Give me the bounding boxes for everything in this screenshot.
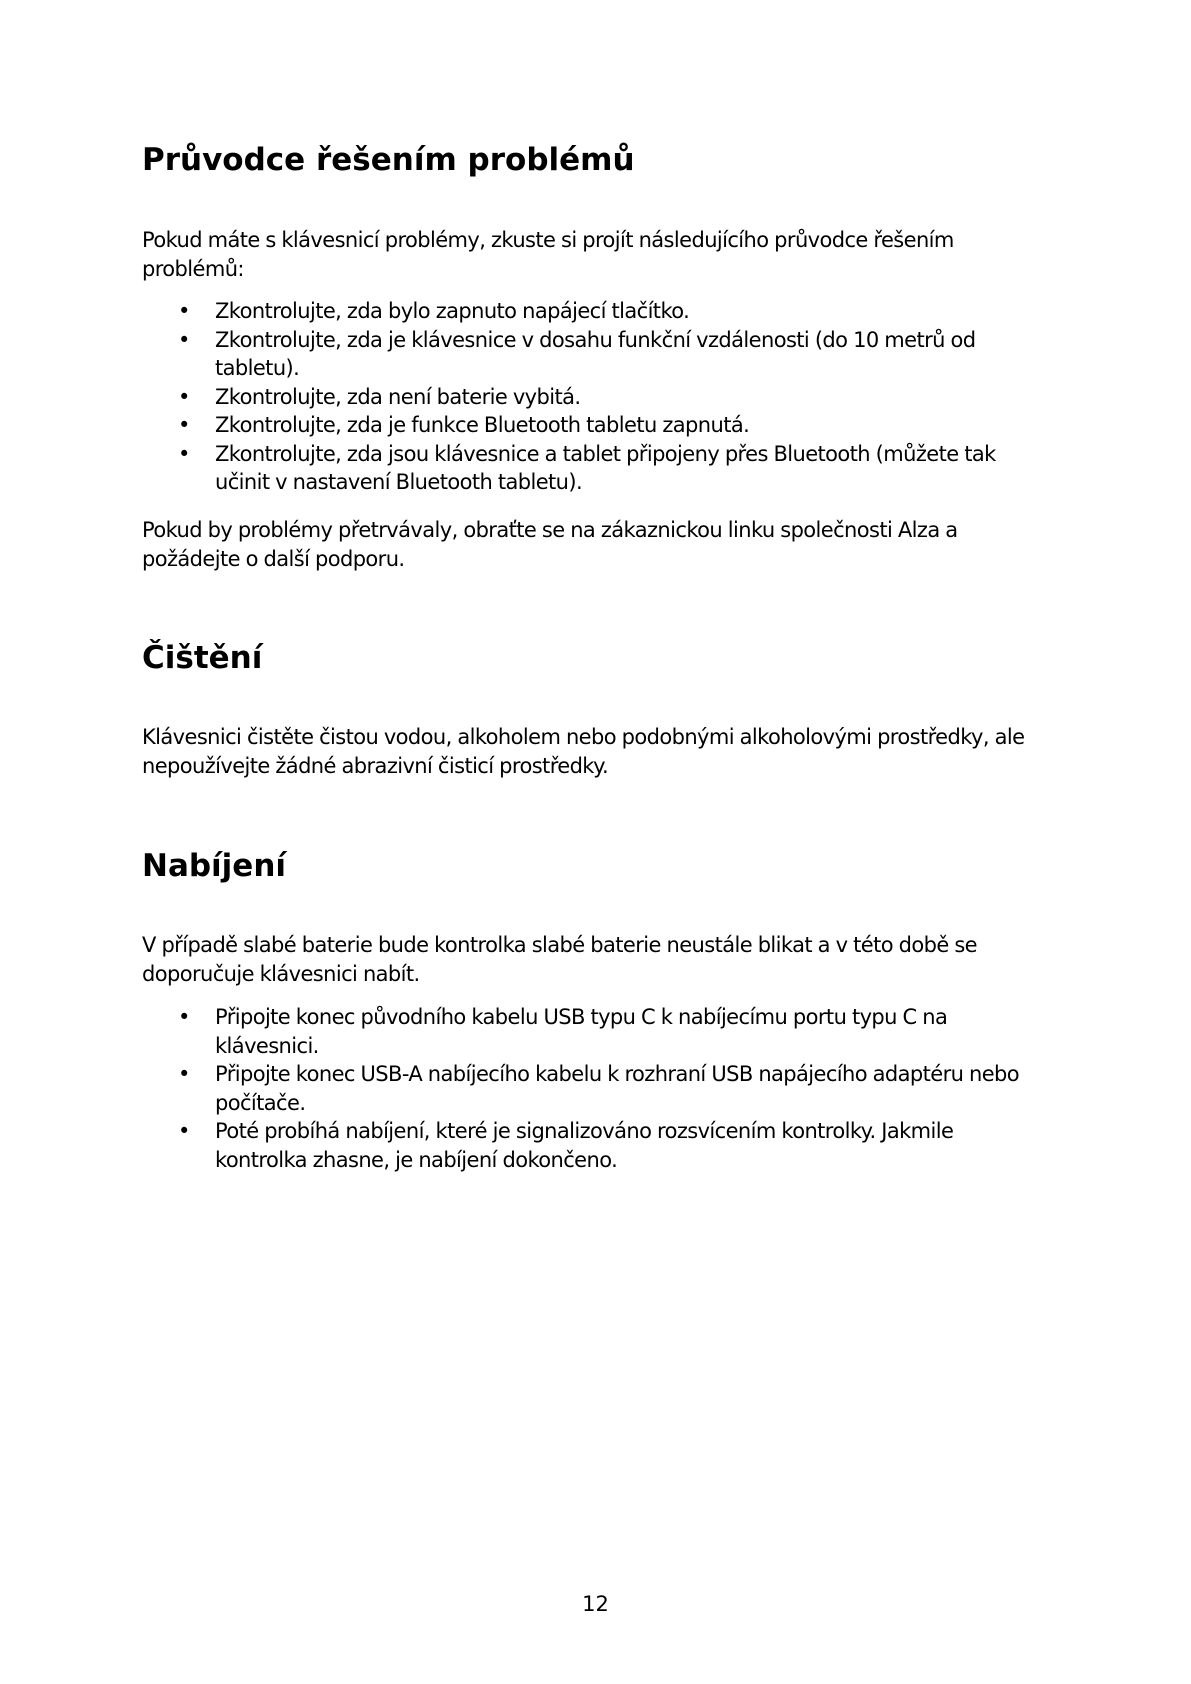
list-item (142, 297, 1047, 326)
list-item (142, 1117, 1047, 1174)
bullet-icon: • (178, 1005, 190, 1029)
bullet-icon: • (178, 441, 190, 466)
list-item (142, 383, 1047, 412)
list-item-text: Poté probíhá nabíjení, které je signalizováno rozsvícením kontrolky. Jakmile kontrolka zhasne, je nabíjení dokončeno. (215, 1119, 954, 1172)
bullet-icon: • (178, 384, 190, 409)
list-item-text: Zkontrolujte, zda bylo zapnuto napájecí tlačítko. (215, 299, 690, 323)
cleaning-heading: Čištění (142, 640, 263, 676)
list-item (142, 411, 1047, 440)
troubleshooting-heading: Průvodce řešením problémů (142, 142, 635, 178)
bullet-icon: • (178, 1119, 190, 1143)
list-item-text: Zkontrolujte, zda není baterie vybitá. (215, 384, 581, 409)
list-item-text: Zkontrolujte, zda jsou klávesnice a tablet připojeny přes Bluetooth (můžete tak učinit v nastavení Bluetooth tabletu). (215, 441, 996, 494)
list-item-text: Připojte konec původního kabelu USB typu C k nabíjecímu portu typu C na klávesnici. (215, 1005, 948, 1058)
page-number: 12 (582, 1592, 609, 1616)
list-item (142, 1060, 1047, 1117)
troubleshooting-outro: Pokud by problémy přetrvávaly, obraťte se na zákaznickou linku společnosti Alza a požádejte o další podporu. (142, 518, 958, 571)
list-item-text: Zkontrolujte, zda je klávesnice v dosahu funkční vzdálenosti (do 10 metrů od tabletu). (215, 327, 976, 380)
bullet-icon: • (178, 413, 190, 437)
list-item (142, 440, 1047, 497)
list-item (142, 326, 1047, 383)
bullet-icon: • (178, 327, 190, 352)
list-item-text: Zkontrolujte, zda je funkce Bluetooth tabletu zapnutá. (215, 413, 750, 437)
charging-list (142, 1003, 1047, 1174)
charging-intro: V případě slabé baterie bude kontrolka slabé baterie neustále blikat a v této době se doporučuje klávesnici nabít. (142, 933, 977, 986)
list-item (142, 1003, 1047, 1060)
list-item-text: Připojte konec USB-A nabíjecího kabelu k rozhraní USB napájecího adaptéru nebo počítače. (215, 1062, 1020, 1115)
troubleshooting-intro: Pokud máte s klávesnicí problémy, zkuste si projít následujícího průvodce řešením problémů: (142, 228, 954, 281)
charging-heading: Nabíjení (142, 848, 287, 884)
bullet-icon: • (178, 299, 190, 323)
cleaning-text: Klávesnici čistěte čistou vodou, alkoholem nebo podobnými alkoholovými prostředky, ale nepoužívejte žádné abrazivní čisticí prostředky. (142, 725, 1025, 778)
troubleshooting-list (142, 297, 1047, 497)
bullet-icon: • (178, 1062, 190, 1086)
